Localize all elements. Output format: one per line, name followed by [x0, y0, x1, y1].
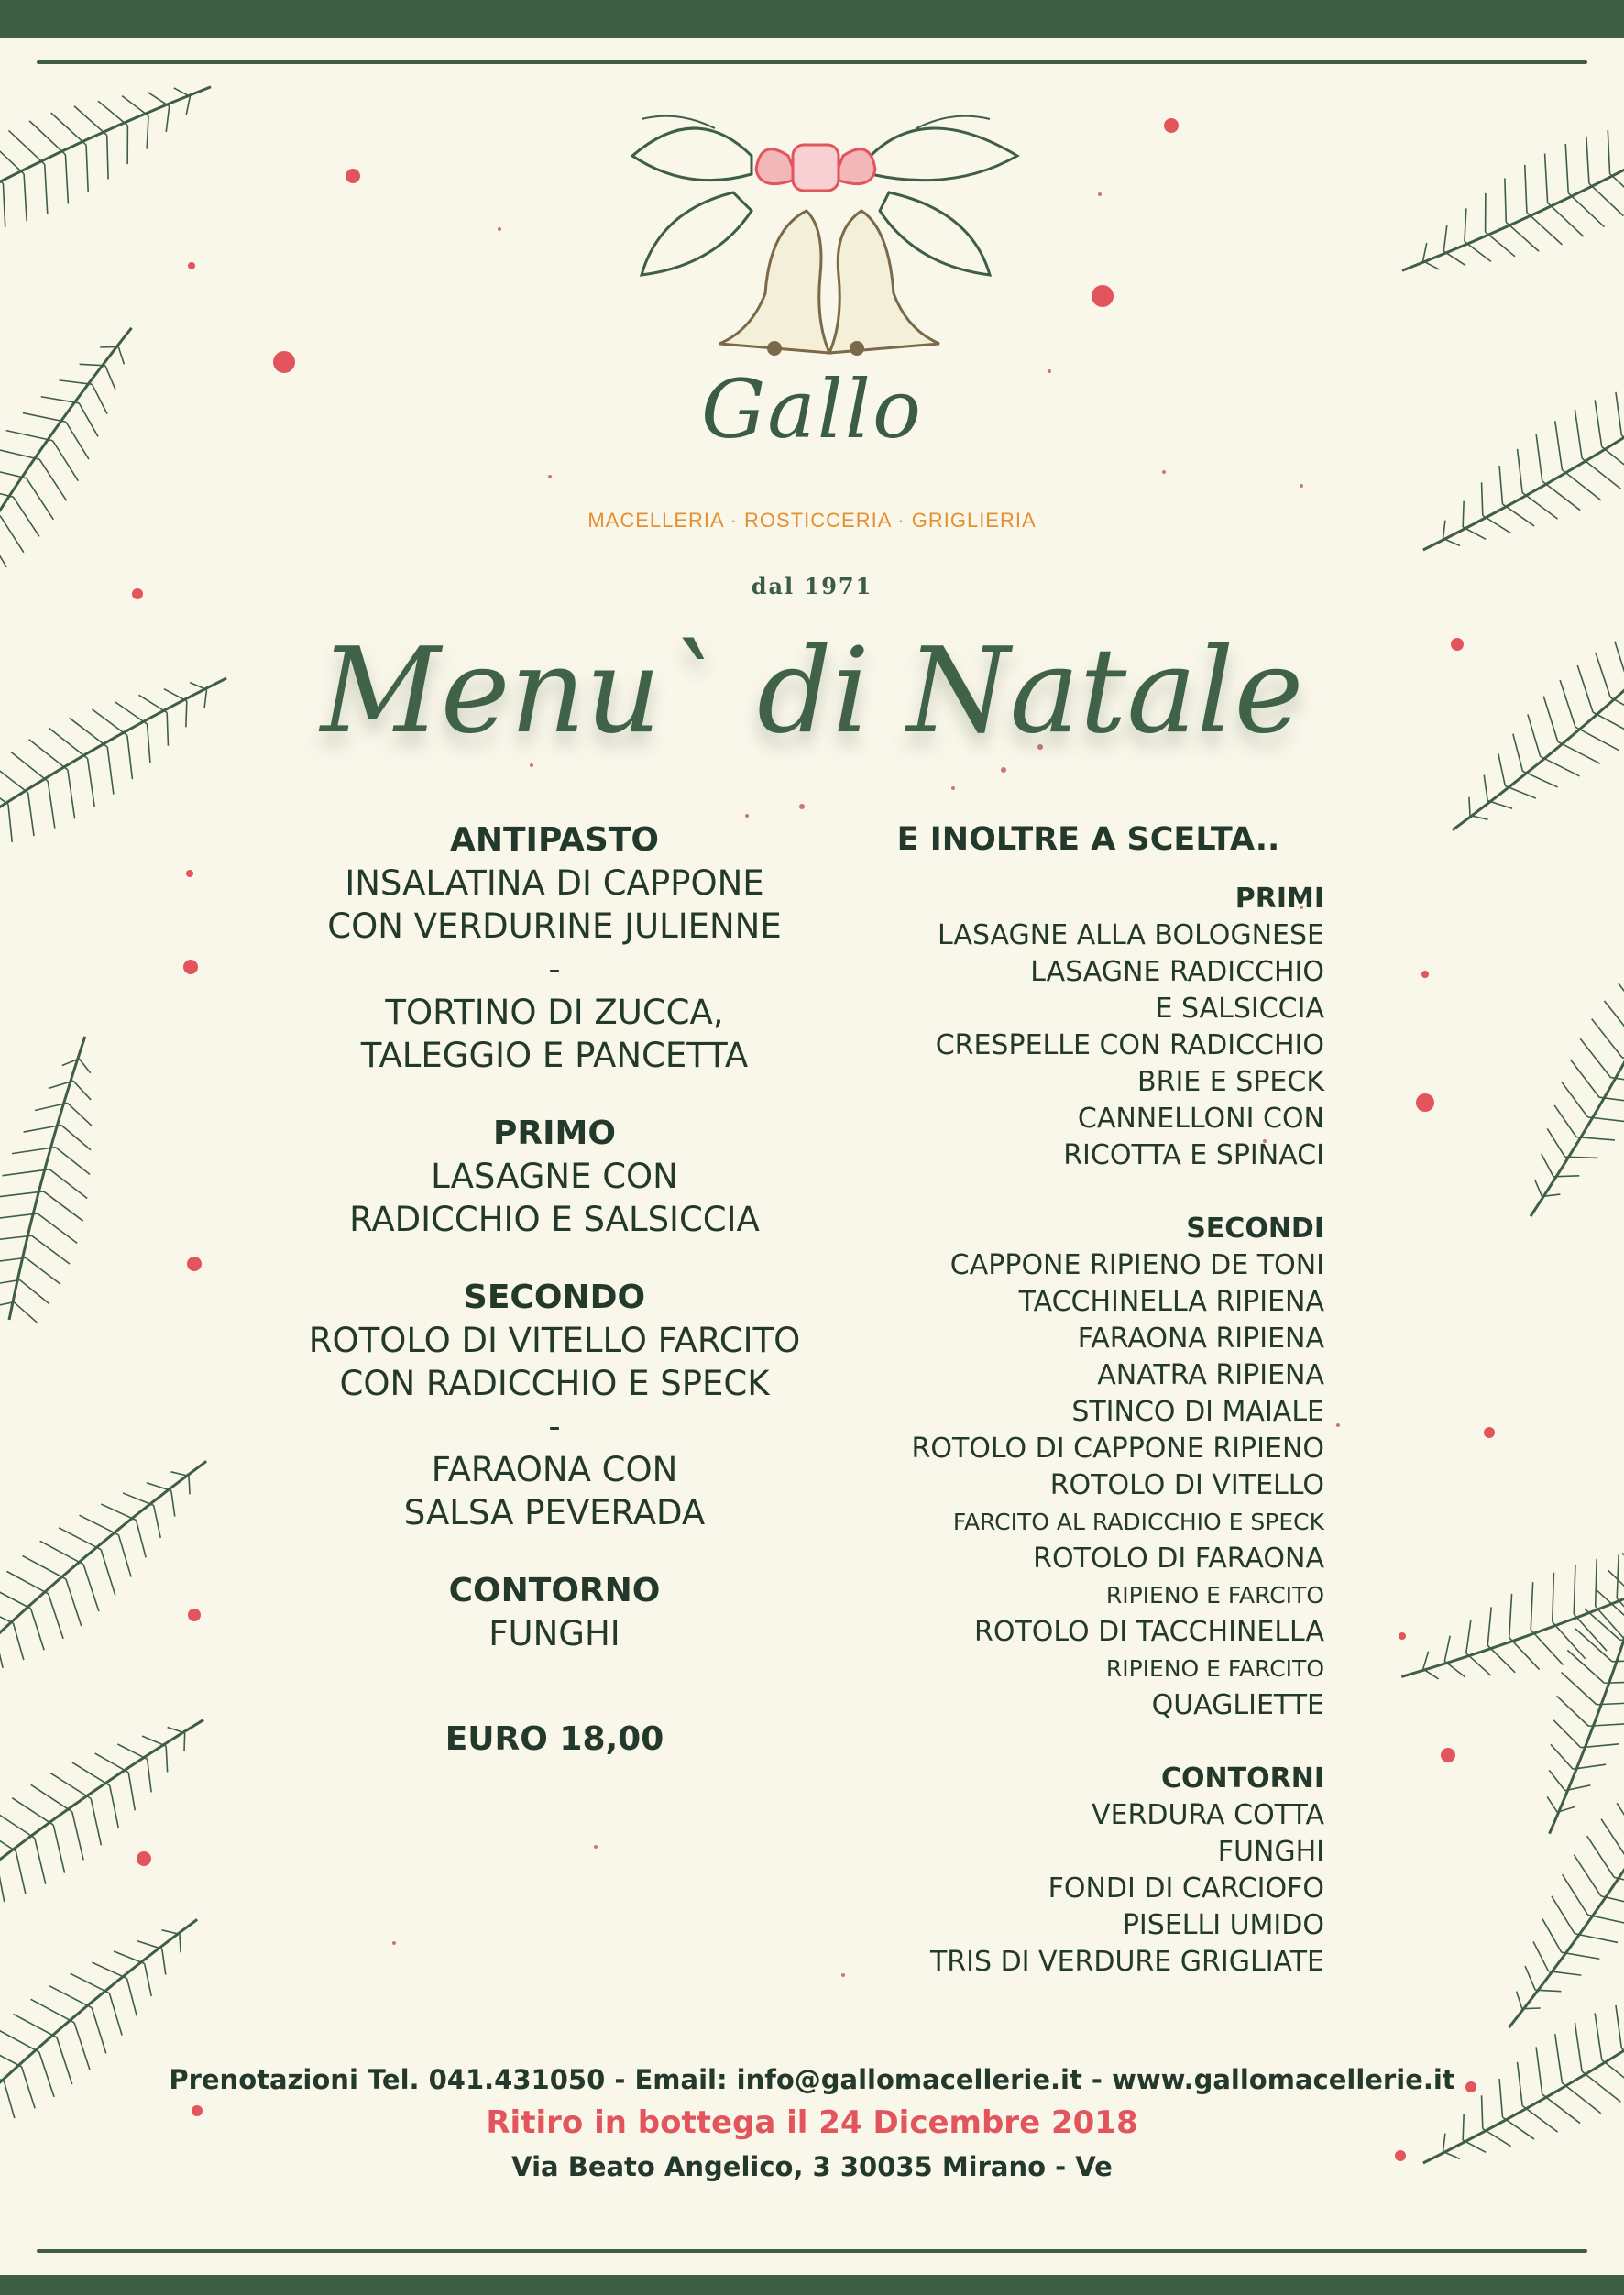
pine-branch-icon — [1507, 1543, 1624, 1850]
list-item: FARCITO AL RADICCHIO E SPECK — [952, 1509, 1324, 1535]
pine-branch-icon — [0, 1025, 129, 1332]
menu-line: TORTINO DI ZUCCA, — [385, 993, 724, 1032]
bottom-band — [0, 2275, 1624, 2295]
list-item: CANNELLONI CON — [1077, 1103, 1324, 1135]
menu-line: ROTOLO DI VITELLO FARCITO — [308, 1321, 801, 1360]
page-title: Menu` di Natale — [320, 623, 1304, 760]
list-item: VERDURA COTTA — [1092, 1799, 1324, 1831]
contact-info: Prenotazioni Tel. 041.431050 - Email: info@gallomacellerie.it - www.gallomacellerie.it — [169, 2064, 1455, 2095]
course-heading: SECONDO — [463, 1279, 646, 1316]
pine-branch-icon — [0, 45, 230, 252]
pine-branch-icon — [1400, 364, 1624, 590]
extra-heading: E INOLTRE A SCELTA.. — [896, 821, 1280, 858]
list-item: LASAGNE ALLA BOLOGNESE — [938, 919, 1324, 951]
footer — [125, 2059, 1499, 2188]
menu-line: CON RADICCHIO E SPECK — [339, 1364, 770, 1403]
list-item: ROTOLO DI TACCHINELLA — [973, 1616, 1324, 1648]
pine-branch-icon — [1491, 939, 1624, 1239]
extra-menu — [852, 818, 1324, 1981]
list-item: BRIE E SPECK — [1137, 1066, 1324, 1098]
menu-line: - — [548, 1407, 561, 1446]
bottom-rule — [37, 2249, 1587, 2253]
list-item: ROTOLO DI VITELLO — [1049, 1469, 1324, 1501]
menu-line: RADICCHIO E SALSICCIA — [349, 1200, 760, 1239]
established-year: dal 1971 — [751, 573, 873, 599]
list-item: ROTOLO DI CAPPONE RIPIENO — [911, 1433, 1324, 1465]
pine-branch-icon — [0, 639, 249, 865]
pine-branch-icon — [0, 302, 170, 594]
menu-line: FUNGHI — [488, 1614, 620, 1653]
list-item: LASAGNE RADICCHIO — [1030, 956, 1324, 988]
menu-line: TALEGGIO E PANCETTA — [360, 1036, 749, 1075]
section-heading: CONTORNI — [1161, 1762, 1324, 1795]
list-item: RIPIENO E FARCITO — [1105, 1582, 1324, 1609]
section-heading: SECONDI — [1186, 1213, 1324, 1245]
holly-bells-icon — [632, 116, 1017, 356]
list-item: FUNGHI — [1217, 1836, 1324, 1868]
pine-branch-icon — [1471, 1761, 1624, 2053]
list-item: ANATRA RIPIENA — [1097, 1359, 1324, 1391]
pine-branch-icon — [1386, 1533, 1624, 1719]
list-item: TRIS DI VERDURE GRIGLIATE — [929, 1946, 1324, 1978]
menu-line: SALSA PEVERADA — [403, 1493, 706, 1532]
list-item: CRESPELLE CON RADICCHIO — [935, 1029, 1324, 1061]
list-item: CAPPONE RIPIENO DE TONI — [949, 1249, 1324, 1281]
course-heading: ANTIPASTO — [450, 821, 659, 859]
list-item: STINCO DI MAIALE — [1071, 1396, 1324, 1428]
section-heading: PRIMI — [1234, 883, 1324, 915]
list-item: RICOTTA E SPINACI — [1063, 1139, 1324, 1171]
list-item: QUAGLIETTE — [1151, 1689, 1324, 1721]
menu-line: LASAGNE CON — [431, 1157, 678, 1196]
brand-logo: Gallo — [700, 362, 924, 456]
list-item: E SALSICCIA — [1155, 993, 1324, 1025]
menu-line: CON VERDURINE JULIENNE — [327, 906, 782, 946]
menu-line: INSALATINA DI CAPPONE — [345, 863, 764, 903]
brand-tagline: MACELLERIA · ROSTICCERIA · GRIGLIERIA — [587, 509, 1037, 532]
pine-branch-icon — [0, 1682, 230, 1925]
pine-branch-icon — [1383, 105, 1624, 313]
list-item: PISELLI UMIDO — [1122, 1909, 1324, 1941]
list-item: TACCHINELLA RIPIENA — [1018, 1286, 1324, 1318]
menu-price: EURO 18,00 — [444, 1720, 664, 1758]
menu-line: FARAONA CON — [431, 1450, 678, 1489]
list-item: FONDI DI CARCIOFO — [1048, 1872, 1324, 1905]
set-menu — [261, 818, 848, 1761]
list-item: RIPIENO E FARCITO — [1105, 1655, 1324, 1682]
list-item: ROTOLO DI FARAONA — [1033, 1543, 1324, 1575]
address: Via Beato Angelico, 3 30035 Mirano - Ve — [511, 2151, 1113, 2182]
list-item: FARAONA RIPIENA — [1077, 1323, 1324, 1355]
course-heading: CONTORNO — [448, 1572, 661, 1609]
pickup-notice: Ritiro in bottega il 24 Dicembre 2018 — [486, 2104, 1138, 2141]
menu-line: - — [548, 950, 561, 989]
course-heading: PRIMO — [493, 1115, 616, 1152]
pine-branch-icon — [0, 1426, 236, 1685]
